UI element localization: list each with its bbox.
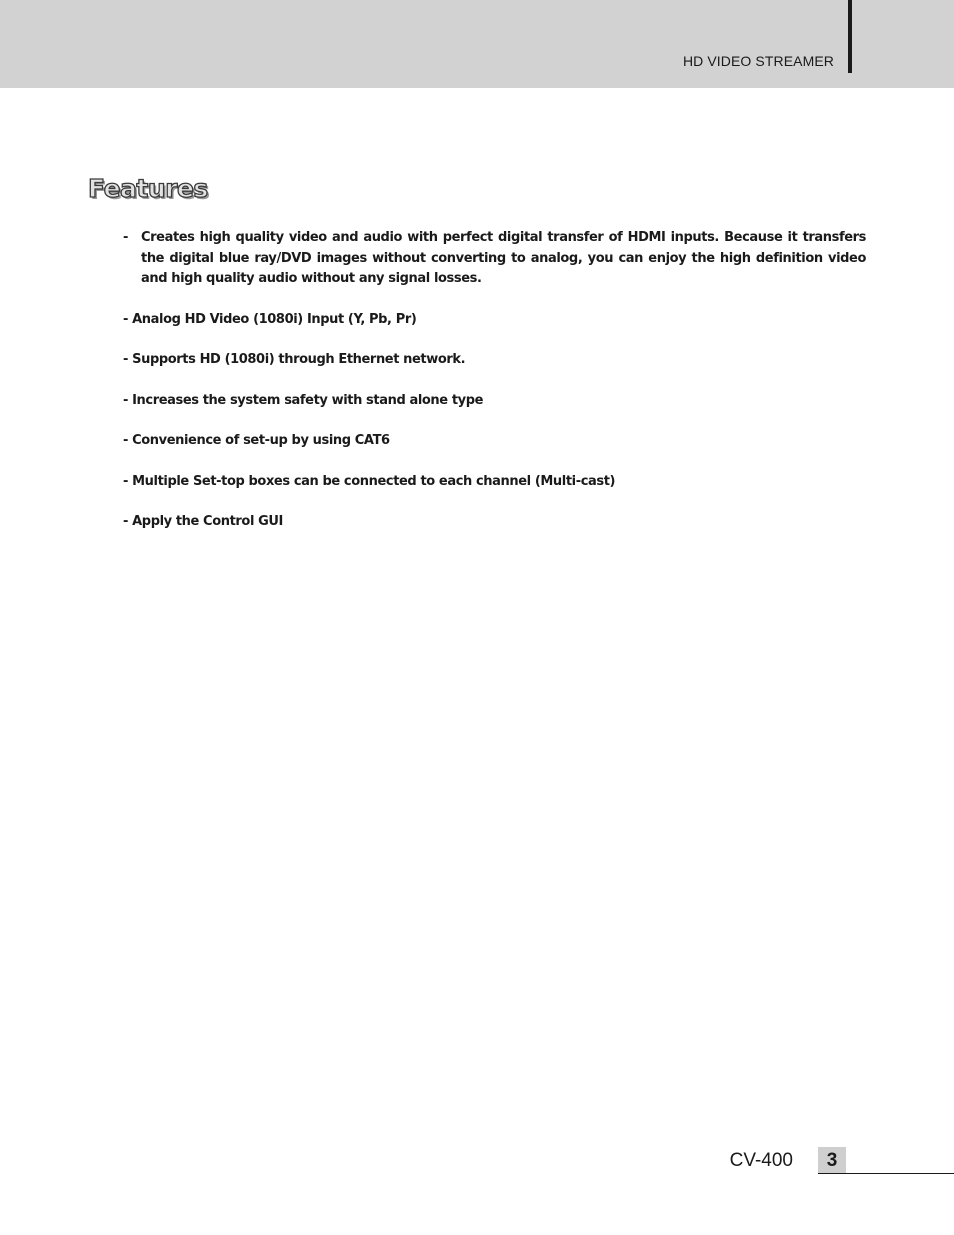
feature-text: Creates high quality video and audio with perfect digital transfer of HDMI inputs. Because it transfers the digital blue ray/DVD images without converting to analog, you can enjoy the high definition video and high quality audio without any signal losses. (141, 230, 866, 286)
feature-item: - Increases the system safety with stand alone type (123, 392, 484, 408)
header-divider-bar (848, 0, 852, 73)
feature-item (123, 228, 866, 290)
page-number: 3 (818, 1147, 846, 1174)
feature-item: - Multiple Set-top boxes can be connected to each channel (Multi-cast) (123, 473, 616, 489)
header-band (0, 0, 954, 88)
footer-rule (818, 1173, 954, 1174)
feature-item: - Supports HD (1080i) through Ethernet network. (123, 352, 466, 367)
feature-item: - Apply the Control GUI (123, 514, 283, 529)
feature-item: - Analog HD Video (1080i) Input (Y, Pb, Pr) (123, 311, 417, 327)
header-title: HD VIDEO STREAMER (682, 53, 834, 69)
feature-list (123, 228, 866, 553)
feature-item: - Convenience of set-up by using CAT6 (123, 433, 390, 448)
section-title: Features (88, 174, 208, 203)
model-number: CV-400 (729, 1150, 793, 1171)
feature-dash: - (123, 230, 128, 245)
